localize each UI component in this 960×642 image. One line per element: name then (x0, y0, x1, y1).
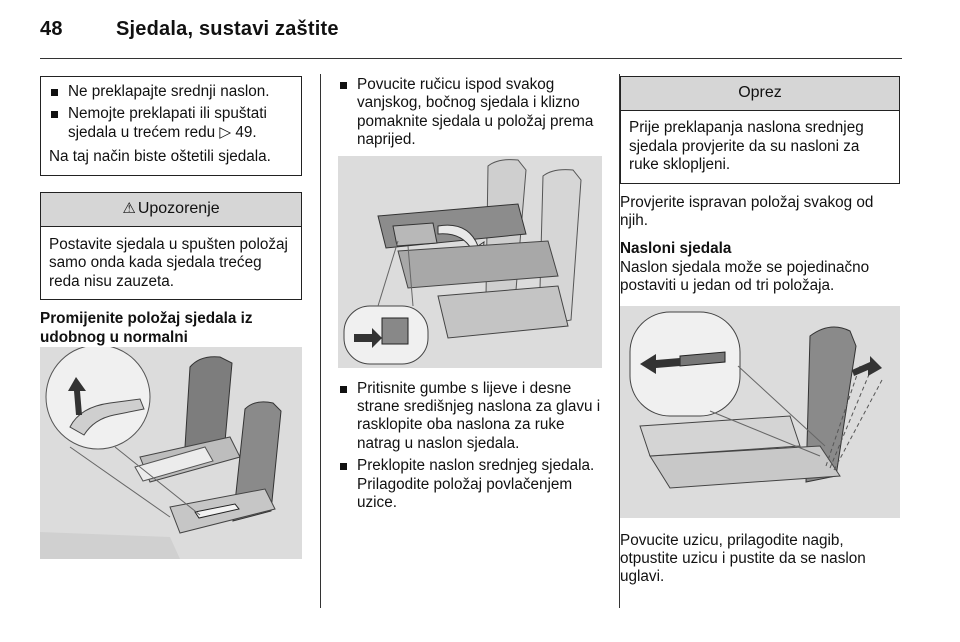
paragraph: Provjerite ispravan položaj svakog od njih. (620, 193, 874, 230)
list-item: Nemojte preklapati ili spuštati sjedala u trećem redu ▷ 49. (49, 105, 294, 142)
warning-text: Postavite sjedala u spušten položaj samo onda kada sjedala trećeg reda nisu zauzeta. (49, 236, 288, 290)
page-header (40, 18, 339, 41)
bullet-icon (340, 82, 347, 89)
bullet-icon (340, 463, 347, 470)
notice-text: Na taj način biste oštetili sjedala. (49, 148, 271, 166)
steps-list-1 (338, 76, 602, 150)
column-3 (620, 76, 902, 597)
paragraph: Povucite uzicu, prilagodite nagib, otpustite uzicu i pustite da se naslon uglavi. (620, 531, 866, 586)
caution-text: Prije preklapanja naslona srednjeg sjedala provjerite da su nasloni za ruke sklopljeni. (629, 119, 864, 174)
caution-box (620, 76, 900, 184)
bullet-icon (51, 111, 58, 118)
caution-title: Oprez (621, 77, 899, 111)
section-heading: Nasloni sjedala (620, 240, 732, 258)
header-rule (40, 58, 902, 59)
notice-list (49, 83, 294, 142)
bullet-icon (340, 386, 347, 393)
page-title: Sjedala, sustavi zaštite (116, 18, 339, 40)
steps-list-2 (338, 380, 602, 513)
list-item: Povucite ručicu ispod svakog vanjskog, bočnog sjedala i klizno pomaknite sjedala u položaj prema naprijed. (338, 76, 602, 150)
list-item: Ne preklapajte srednji naslon. (49, 83, 294, 101)
list-item: Preklopite naslon srednjeg sjedala. Prilagodite položaj povlačenjem uzice. (338, 457, 602, 512)
column-2 (338, 76, 602, 516)
column-divider-1 (320, 74, 321, 608)
notice-box (40, 76, 302, 176)
page-number: 48 (40, 18, 63, 40)
backrest-adjust-illustration (620, 306, 900, 518)
slide-forward-illustration (338, 156, 602, 368)
bullet-icon (51, 89, 58, 96)
seat-slide-illustration (40, 347, 302, 559)
paragraph: Naslon sjedala može se pojedinačno postaviti u jedan od tri položaja. (620, 258, 870, 295)
column-1 (40, 76, 302, 559)
warning-title: ⚠ Upozorenje (41, 193, 301, 227)
warning-triangle-icon: ⚠ (122, 199, 136, 217)
warning-box (40, 192, 302, 301)
section-subheading: Promijenite položaj sjedala iz udobnog u normalni (40, 310, 253, 346)
list-item: Pritisnite gumbe s lijeve i desne strane središnjeg naslona za glavu i rasklopite oba naslona za ruke natrag u naslon sjedala. (338, 380, 602, 454)
